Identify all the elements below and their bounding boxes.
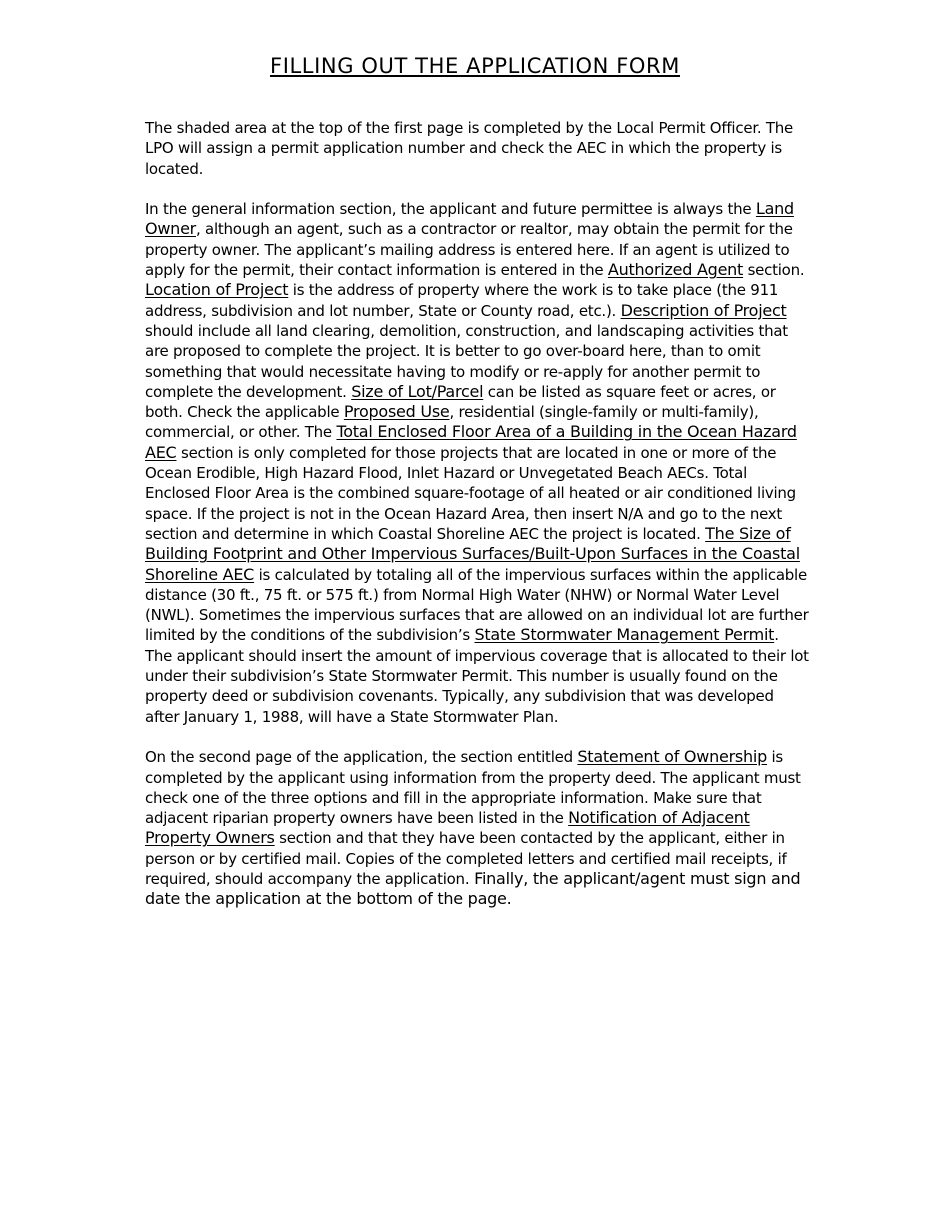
paragraph-general-information [145, 199, 810, 727]
paragraph-text: section is only completed for those projects that are located in one or more of the Ocean Erodible, High Hazard Flood, Inlet Hazard or Unvegetated Beach AECs. Total Enclosed Floor Area is the combined square-footage of all heated or air conditioned living space. If the project is not in the Ocean Hazard Area, then insert N/A and go to the next section and determine in which Coastal Shoreline AEC the project is located. [145, 443, 796, 543]
term-total-enclosed-floor-area: Total Enclosed Floor Area of a Building in the Ocean Hazard AEC [145, 422, 797, 462]
paragraph-text: . The applicant should insert the amount of impervious coverage that is allocated to their lot under their subdivision’s State Stormwater Permit. This number is usually found on the property deed or subdivision covenants. Typically, any subdivision that was developed after January 1, 1988, will have a State Stormwater Plan. [145, 626, 809, 726]
paragraph-second-page [145, 747, 810, 909]
document-body [145, 118, 810, 930]
term-description-of-project: Description of Project [620, 300, 787, 320]
paragraph-text-final: Finally, the applicant/agent must sign and date the application at the bottom of the page. [145, 868, 801, 909]
term-statement-of-ownership: Statement of Ownership [577, 747, 767, 767]
term-authorized-agent: Authorized Agent [607, 260, 744, 280]
paragraph-text: is the address of property where the work is to take place (the 911 address, subdivision and lot number, State or County road, etc.). [145, 281, 779, 320]
term-size-of-lot: Size of Lot/Parcel [351, 381, 484, 401]
paragraph-text: should include all land clearing, demolition, construction, and landscaping activities that are proposed to complete the project. It is better to go over-board here, than to omit something that would necessitate having to modify or re-apply for another permit to complete the development. [145, 321, 788, 401]
paragraph-text: section and that they have been contacted by the applicant, either in person or by certified mail. Copies of the completed letters and certified mail receipts, if required, should accompany the application. [145, 829, 787, 888]
term-land-owner: Land Owner [145, 199, 794, 239]
paragraph-text: In the general information section, the applicant and future permittee is always the [145, 200, 756, 219]
paragraph-text: On the second page of the application, the section entitled [145, 748, 578, 767]
paragraph-text: section. [743, 261, 805, 280]
term-building-footprint: The Size of Building Footprint and Other Impervious Surfaces/Built-Upon Surfaces in the Coastal Shoreline AEC [145, 523, 800, 584]
term-proposed-use: Proposed Use [343, 402, 450, 422]
paragraph-shaded-area [145, 118, 810, 179]
paragraph-text: is calculated by totaling all of the impervious surfaces within the applicable distance (30 ft., 75 ft. or 575 ft.) from Normal High Water (NHW) or Normal Water Level (NWL). Sometimes the impervious surfaces that are allowed on an individual lot are further limited by the conditions of the subdivision’s [145, 565, 809, 645]
term-state-stormwater-permit: State Stormwater Management Permit [474, 625, 775, 645]
page-title: FILLING OUT THE APPLICATION FORM [270, 54, 680, 78]
paragraph-text: The shaded area at the top of the first page is completed by the Local Permit Officer. The LPO will assign a permit application number and check the AEC in which the property is located. [145, 119, 794, 178]
paragraph-text: can be listed as square feet or acres, or both. Check the applicable [145, 382, 776, 422]
paragraph-text: , residential (single-family or multi-family), commercial, or other. The [145, 403, 759, 442]
paragraph-text: is completed by the applicant using information from the property deed. The applicant must check one of the three options and fill in the appropriate information. Make sure that adjacent riparian property owners have been listed in the [145, 748, 801, 828]
term-notification-of-adjacent-owners: Notification of Adjacent Property Owners [145, 808, 750, 848]
paragraph-text: , although an agent, such as a contractor or realtor, may obtain the permit for the property owner. The applicant’s mailing address is entered here. If an agent is utilized to apply for the permit, their contact information is entered in the [145, 220, 793, 280]
term-location-of-project: Location of Project [145, 280, 289, 300]
